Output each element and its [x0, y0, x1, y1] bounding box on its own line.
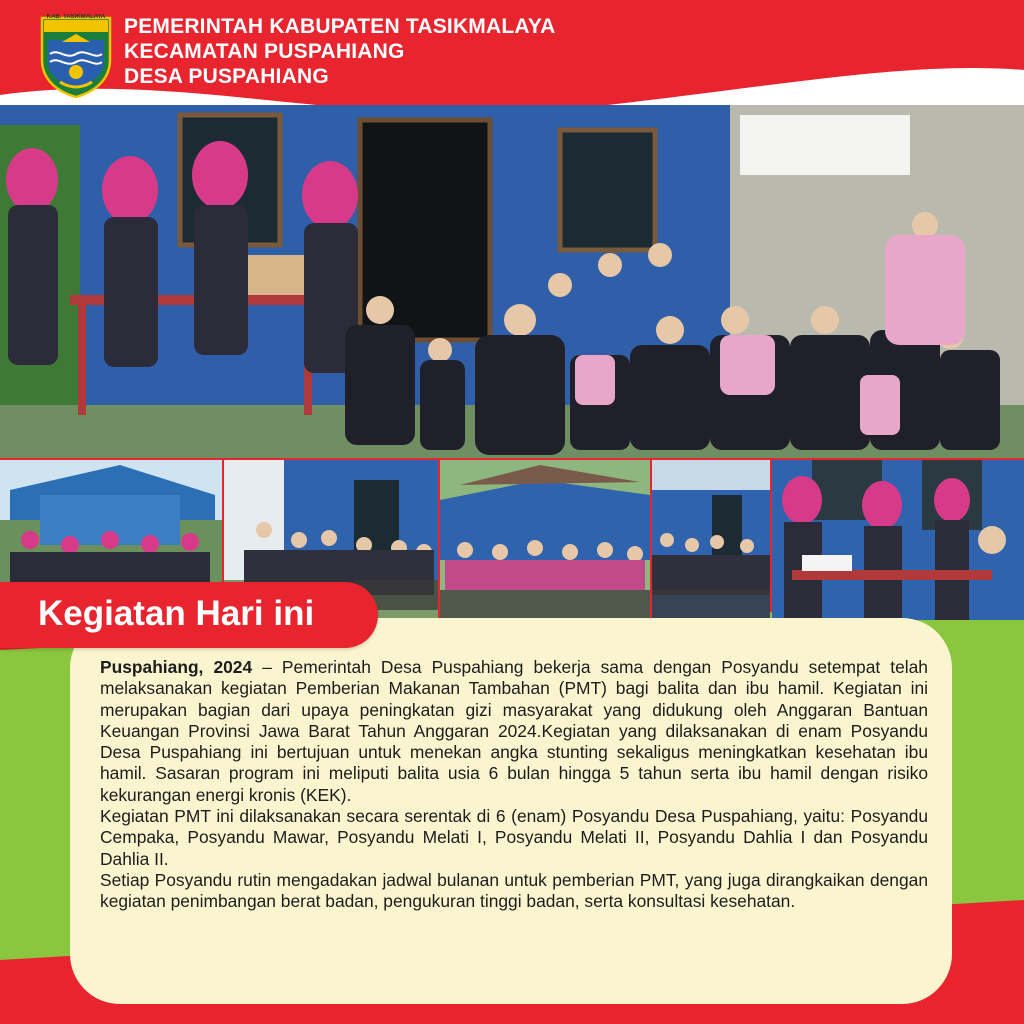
logo-top-text: KAB. TASIKMALAYA: [46, 14, 106, 20]
article-paragraph-2: Kegiatan PMT ini dilaksanakan secara serentak di 6 (enam) Posyandu Desa Puspahiang, yaitu: Posyandu Cempaka, Posyandu Mawar, Posyandu Melati I, Posyandu Melati II, Posyandu Dahlia I dan Posyandu Dahlia II.: [100, 806, 928, 869]
photo-posyandu-group-icon: [0, 105, 1024, 458]
header-title: [124, 14, 555, 89]
photo-posyandu-4-icon: [652, 460, 770, 620]
article-paragraph-1: [100, 657, 928, 806]
header-line-1: PEMERINTAH KABUPATEN TASIKMALAYA: [124, 15, 556, 38]
regency-coat-of-arms-icon: [38, 12, 114, 98]
article-lead: Puspahiang, 2024: [100, 657, 253, 677]
main-photo: [0, 105, 1024, 458]
header-line-2: KECAMATAN PUSPAHIANG: [124, 40, 405, 63]
thumbnail-photo-3: [440, 460, 650, 620]
article-paragraph-3: Setiap Posyandu rutin mengadakan jadwal bulanan untuk pemberian PMT, yang juga dirangkaikan dengan kegiatan penimbangan berat badan, pengukuran tinggi badan, serta konsultasi kesehatan.: [100, 869, 928, 912]
header-line-3: DESA PUSPAHIANG: [124, 65, 329, 88]
photo-posyandu-5-icon: [772, 460, 1024, 620]
photo-posyandu-3-icon: [440, 460, 650, 620]
thumbnail-photo-4: [652, 460, 770, 620]
section-title: Kegiatan Hari ini: [38, 594, 315, 633]
article-body: [100, 657, 928, 913]
article-paragraph-1-text: – Pemerintah Desa Puspahiang bekerja sama dengan Posyandu setempat telah melaksanakan kegiatan Pemberian Makanan Tambahan (PMT) bagi balita dan ibu hamil. Kegiatan ini merupakan bagian dari upaya peningkatan gizi masyarakat yang didukung oleh Anggaran Bantuan Keuangan Provinsi Jawa Barat Tahun Anggaran 2024.Kegiatan yang dilaksanakan di enam Posyandu Desa Puspahiang ini bertujuan untuk menekan angka stunting sekaligus meningkatkan kesehatan ibu hamil. Sasaran program ini meliputi balita usia 6 bulan hingga 5 tahun serta ibu hamil dengan risiko kekurangan energi kronis (KEK).: [100, 657, 928, 805]
thumbnail-photo-5: [772, 460, 1024, 620]
